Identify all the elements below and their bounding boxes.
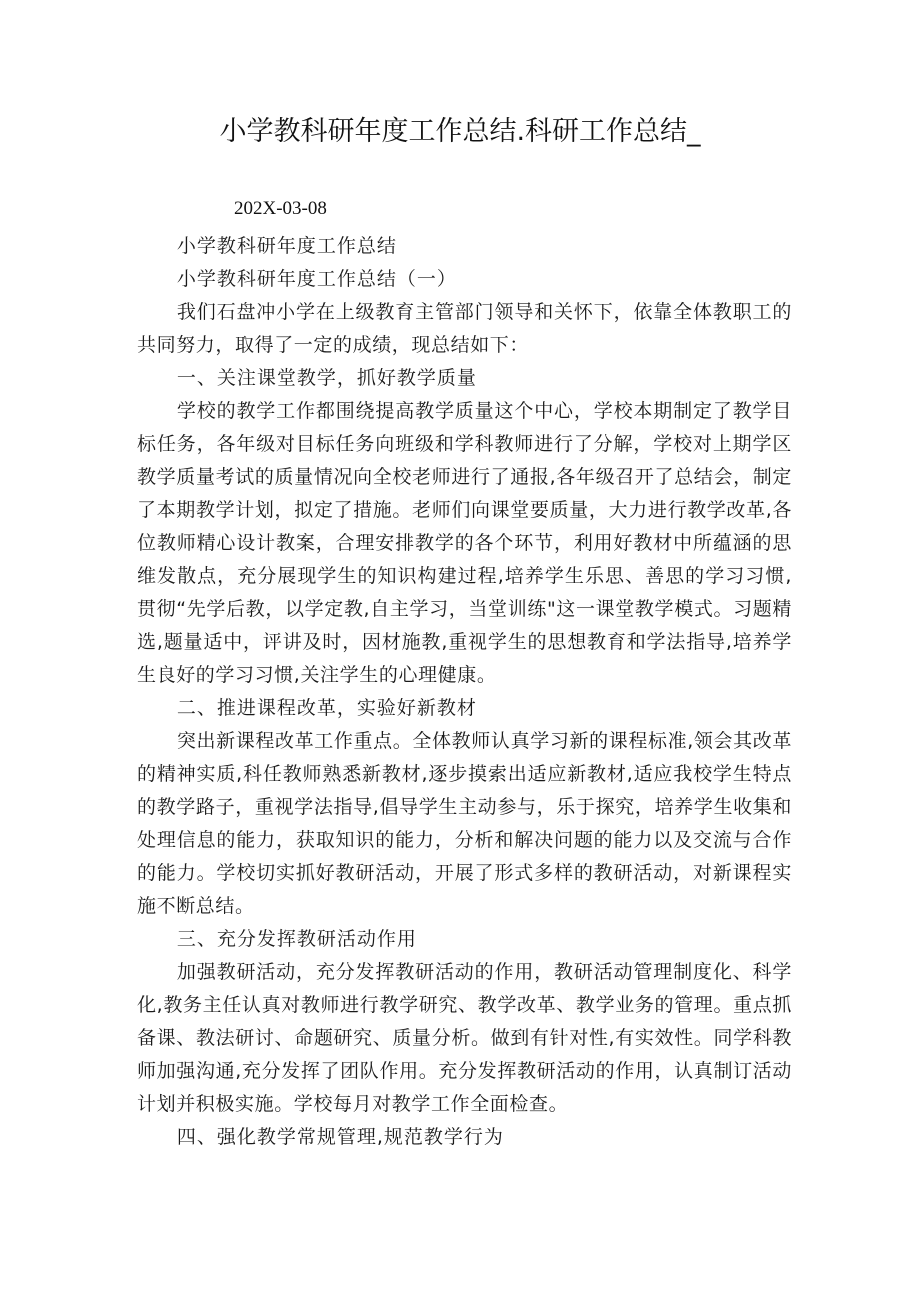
paragraph-body-3: 加强教研活动，充分发挥教研活动的作用，教研活动管理制度化、科学化,教务主任认真对教师进行教学研究、教学改革、教学业务的管理。重点抓备课、教法研讨、命题研究、质量分析。做到有针对性,有实效性。同学科教师加强沟通,充分发挥了团队作用。充分发挥教研活动的作用，认真制订活动计划并积极实施。学校每月对教学工作全面检查。 xyxy=(137,961,792,1115)
document-body xyxy=(137,230,792,1154)
document-date: 202X-03-08 xyxy=(234,198,327,219)
paragraph-heading-1: 一、关注课堂教学，抓好教学质量 xyxy=(176,367,477,389)
paragraph-intro: 我们石盘冲小学在上级教育主管部门领导和关怀下，依靠全体教职工的共同努力，取得了一定的成绩，现总结如下： xyxy=(137,301,792,356)
paragraph-body-2: 突出新课程改革工作重点。全体教师认真学习新的课程标准,领会其改革的精神实质,科任教师熟悉新教材,逐步摸索出适应新教材,适应我校学生特点的教学路子，重视学法指导,倡导学生主动参与，乐于探究，培养学生收集和处理信息的能力，获取知识的能力，分析和解决问题的能力以及交流与合作的能力。学校切实抓好教研活动，开展了形式多样的教研活动，对新课程实施不断总结。 xyxy=(137,730,792,917)
paragraph-heading-3: 三、充分发挥教研活动作用 xyxy=(176,928,417,950)
paragraph-section-title: 小学教科研年度工作总结 xyxy=(176,235,397,257)
paragraph-body-1: 学校的教学工作都围绕提高教学质量这个中心，学校本期制定了教学目标任务，各年级对目标任务向班级和学科教师进行了分解，学校对上期学区教学质量考试的质量情况向全校老师进行了通报,各年级召开了总结会，制定了本期教学计划，拟定了措施。老师们向课堂要质量，大力进行教学改革,各位教师精心设计教案，合理安排教学的各个环节，利用好教材中所蕴涵的思维发散点，充分展现学生的知识构建过程,培养学生乐思、善思的学习习惯,贯彻“先学后教，以学定教,自主学习，当堂训练"这一课堂教学模式。习题精选,题量适中，评讲及时，因材施教,重视学生的思想教育和学法指导,培养学生良好的学习习惯,关注学生的心理健康。 xyxy=(137,400,792,686)
document-title: 小学教科研年度工作总结.科研工作总结_ xyxy=(219,116,701,147)
paragraph-subtitle: 小学教科研年度工作总结（一） xyxy=(176,268,457,290)
paragraph-heading-2: 二、推进课程改革，实验好新教材 xyxy=(176,697,477,719)
paragraph-heading-4: 四、强化教学常规管理,规范教学行为 xyxy=(176,1126,504,1148)
